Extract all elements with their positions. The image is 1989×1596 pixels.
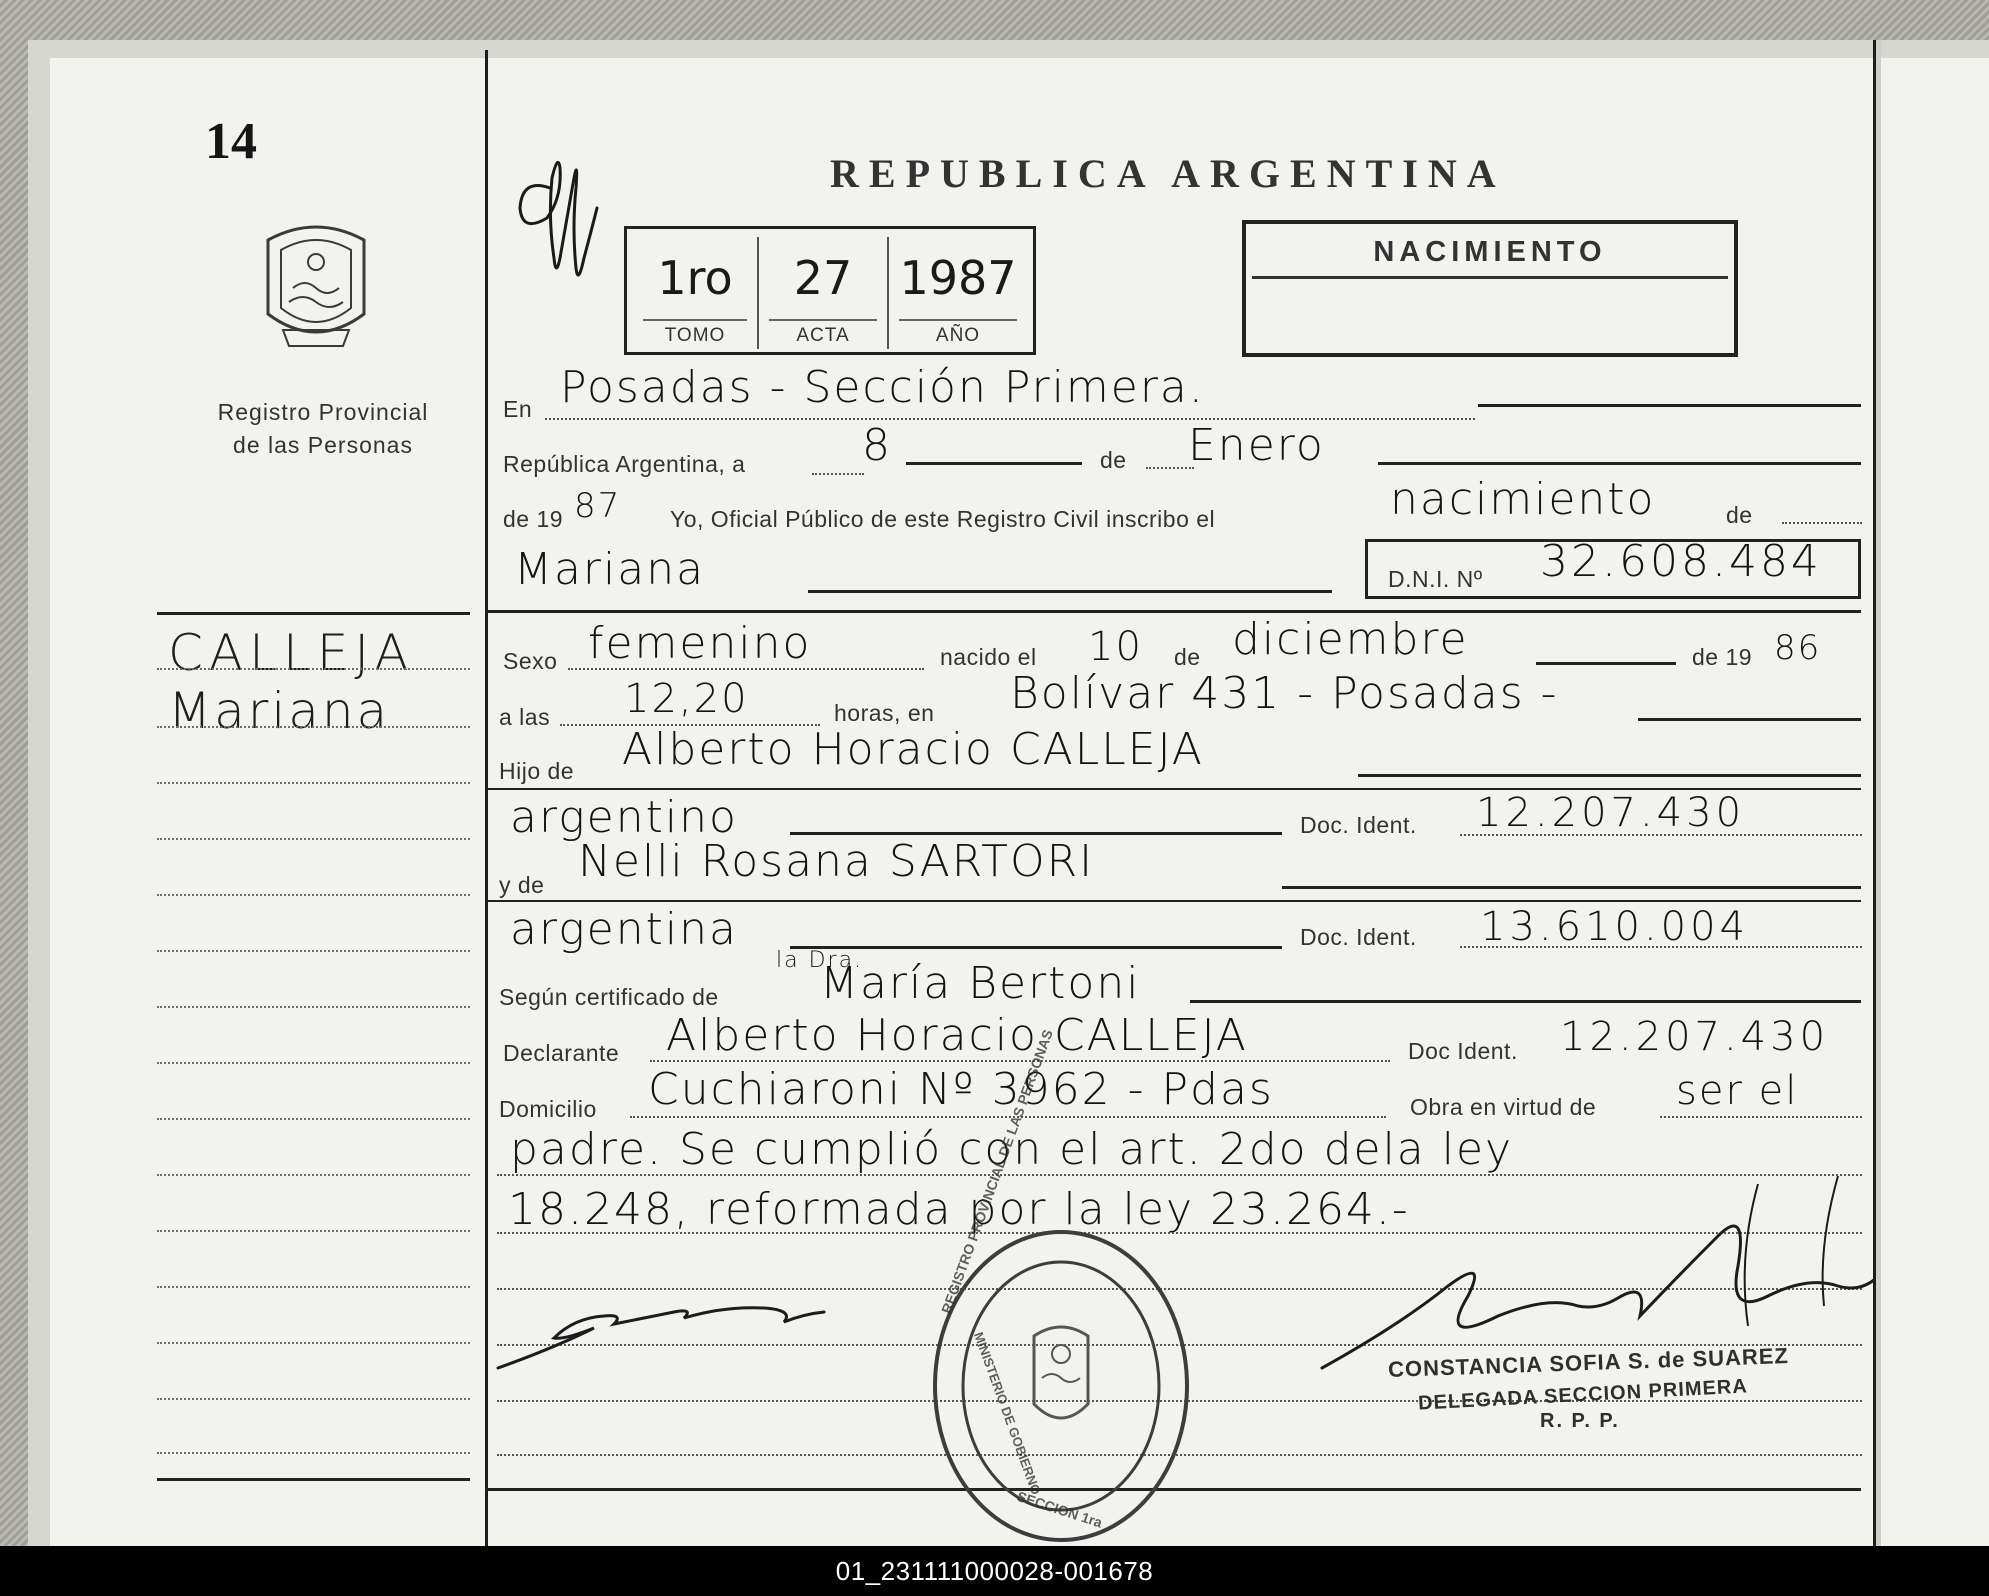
act-value: nacimiento (1390, 474, 1656, 525)
fill-line (1358, 774, 1861, 777)
margin-line (157, 1342, 470, 1344)
dotted-line (1782, 522, 1862, 524)
margin-line (157, 1062, 470, 1064)
birth-time-value: 12,20 (624, 676, 749, 722)
margin-line (157, 1006, 470, 1008)
day-value: 8 (862, 420, 892, 471)
margin-line (157, 668, 470, 670)
segun-label: Según certificado de (499, 984, 719, 1010)
stamp-inner-text: MINISTERIO DE GOBIERNO (970, 1330, 1044, 1497)
record-type-box (1242, 220, 1738, 357)
fill-line (790, 946, 1282, 949)
tomo-cell (633, 237, 759, 349)
doc-ident-label: Doc. Ident. (1300, 812, 1417, 838)
anio-value: 1987 (899, 251, 1017, 305)
doc-ident-label-3: Doc Ident. (1408, 1038, 1518, 1064)
de-label: de (1100, 447, 1127, 473)
misiones-coat-of-arms-icon (253, 218, 379, 360)
dotted-line (812, 473, 864, 475)
birth-year-prefix-label: de 19 (1692, 644, 1753, 670)
stamp-bottom-text: SECCION 1ra (1015, 1488, 1105, 1531)
dotted-line (1146, 467, 1194, 469)
virtue-value: ser el (1676, 1068, 1799, 1114)
dotted-line (1460, 834, 1862, 836)
doc-ident-label-2: Doc. Ident. (1300, 924, 1417, 950)
column-divider (485, 50, 488, 1546)
de-label-3: de (1174, 644, 1201, 670)
margin-line (157, 1286, 470, 1288)
hijo-label: Hijo de (499, 758, 575, 784)
tomo-label: TOMO (643, 319, 747, 347)
row-divider (485, 900, 1861, 902)
margin-line (157, 1118, 470, 1120)
certifier-title-value: la Dra. (776, 948, 864, 973)
obra-label: Obra en virtud de (1410, 1094, 1597, 1120)
a-las-label: a las (499, 704, 551, 730)
fill-line (1478, 404, 1861, 407)
image-id-caption: 01_231111000028-001678 (835, 1556, 1154, 1586)
margin-surname: CALLEJA (168, 624, 415, 682)
anio-cell (889, 237, 1027, 349)
birth-year-suffix-value: 86 (1774, 628, 1822, 668)
declarant-name-value: Alberto Horacio CALLEJA (666, 1010, 1248, 1061)
fill-line (1378, 462, 1861, 465)
dotted-line (1660, 1116, 1862, 1118)
father-nationality-value: argentino (510, 792, 738, 843)
republica-label: República Argentina, a (503, 451, 746, 477)
margin-line (157, 782, 470, 784)
birth-place-value: Bolívar 431 - Posadas - (1010, 668, 1559, 719)
registry-round-stamp (930, 1226, 1192, 1546)
official-text: Yo, Oficial Público de este Registro Civil inscribo el (670, 506, 1216, 532)
mother-doc-value: 13.610.004 (1480, 904, 1750, 950)
dotted-line (545, 418, 1475, 420)
address-value: Cuchiaroni Nº 3962 - Pdas (648, 1064, 1274, 1115)
declarant-signature (494, 1288, 864, 1378)
anio-label: AÑO (899, 319, 1017, 347)
de-label-2: de (1726, 502, 1753, 528)
stamp-ring-text: REGISTRO PROVINCIAL DE LAS PERSONAS (938, 1027, 1056, 1316)
horas-label: horas, en (834, 700, 935, 726)
birth-month-value: diciembre (1232, 614, 1469, 665)
father-doc-value: 12.207.430 (1476, 790, 1746, 836)
fill-line (906, 462, 1082, 465)
margin-rule (157, 612, 470, 615)
page-number: 14 (205, 113, 257, 170)
sexo-label: Sexo (503, 648, 558, 674)
fill-line (808, 590, 1332, 593)
birth-day-value: 10 (1088, 624, 1143, 670)
y-de-label: y de (499, 872, 545, 898)
acta-cell (759, 237, 889, 349)
mother-name-value: Nelli Rosana SARTORI (578, 836, 1095, 887)
margin-given-name: Mariana (168, 682, 391, 740)
fill-line (790, 832, 1282, 835)
margin-line (157, 1398, 470, 1400)
mother-nationality-value: argentina (510, 904, 738, 955)
year-prefix-label: de 19 (503, 506, 564, 532)
fill-line (1190, 1000, 1861, 1003)
registry-name (168, 396, 478, 462)
en-label: En (503, 396, 533, 422)
registry-name-line2: de las Personas (233, 432, 413, 458)
declarant-doc-value: 12.207.430 (1560, 1014, 1830, 1060)
official-position: DELEGADA SECCION PRIMERA (1417, 1375, 1749, 1415)
year-suffix-value: 87 (574, 486, 622, 526)
certifier-name-value: María Bertoni (820, 958, 1141, 1009)
official-office: R. P. P. (1540, 1410, 1620, 1432)
fill-line (1282, 886, 1861, 889)
fill-line (1536, 662, 1676, 665)
margin-line (157, 1452, 470, 1454)
remarks-line1: padre. Se cumplió con el art. 2do dela ley (510, 1124, 1514, 1175)
record-type-underline (1252, 276, 1728, 279)
father-name-value: Alberto Horacio CALLEJA (622, 724, 1204, 775)
official-signature (1318, 1176, 1878, 1376)
dotted-line (650, 1060, 1390, 1062)
child-name-value: Mariana (514, 544, 706, 595)
dotted-line (1460, 946, 1862, 948)
margin-line (157, 726, 470, 728)
dni-value: 32.608.484 (1540, 536, 1822, 587)
acta-label: ACTA (769, 319, 877, 347)
margin-rule-bottom (157, 1478, 470, 1481)
record-number-box (624, 226, 1036, 355)
margin-line (157, 1230, 470, 1232)
remarks-line2: 18.248, reformada por la ley 23.264.- (508, 1184, 1410, 1235)
margin-line (157, 1174, 470, 1176)
acta-value: 27 (793, 251, 853, 305)
margin-line (157, 950, 470, 952)
margin-line (157, 894, 470, 896)
country-title: REPUBLICA ARGENTINA (830, 151, 1506, 196)
handwritten-initials (512, 148, 607, 288)
sexo-value: femenino (588, 618, 812, 669)
month-value: Enero (1188, 420, 1325, 471)
section-divider (485, 610, 1861, 613)
fill-line (1638, 718, 1861, 721)
official-name: CONSTANCIA SOFIA S. de SUAREZ (1387, 1343, 1790, 1382)
tomo-value: 1ro (657, 251, 733, 305)
place-value: Posadas - Sección Primera. (560, 362, 1205, 413)
declarante-label: Declarante (503, 1040, 620, 1066)
dni-label: D.N.I. Nº (1388, 566, 1483, 592)
record-type-label: NACIMIENTO (1373, 236, 1607, 268)
domicilio-label: Domicilio (499, 1096, 597, 1122)
dotted-line (568, 668, 924, 670)
margin-line (157, 838, 470, 840)
registry-name-line1: Registro Provincial (217, 399, 429, 425)
nacido-label: nacido el (940, 644, 1037, 670)
